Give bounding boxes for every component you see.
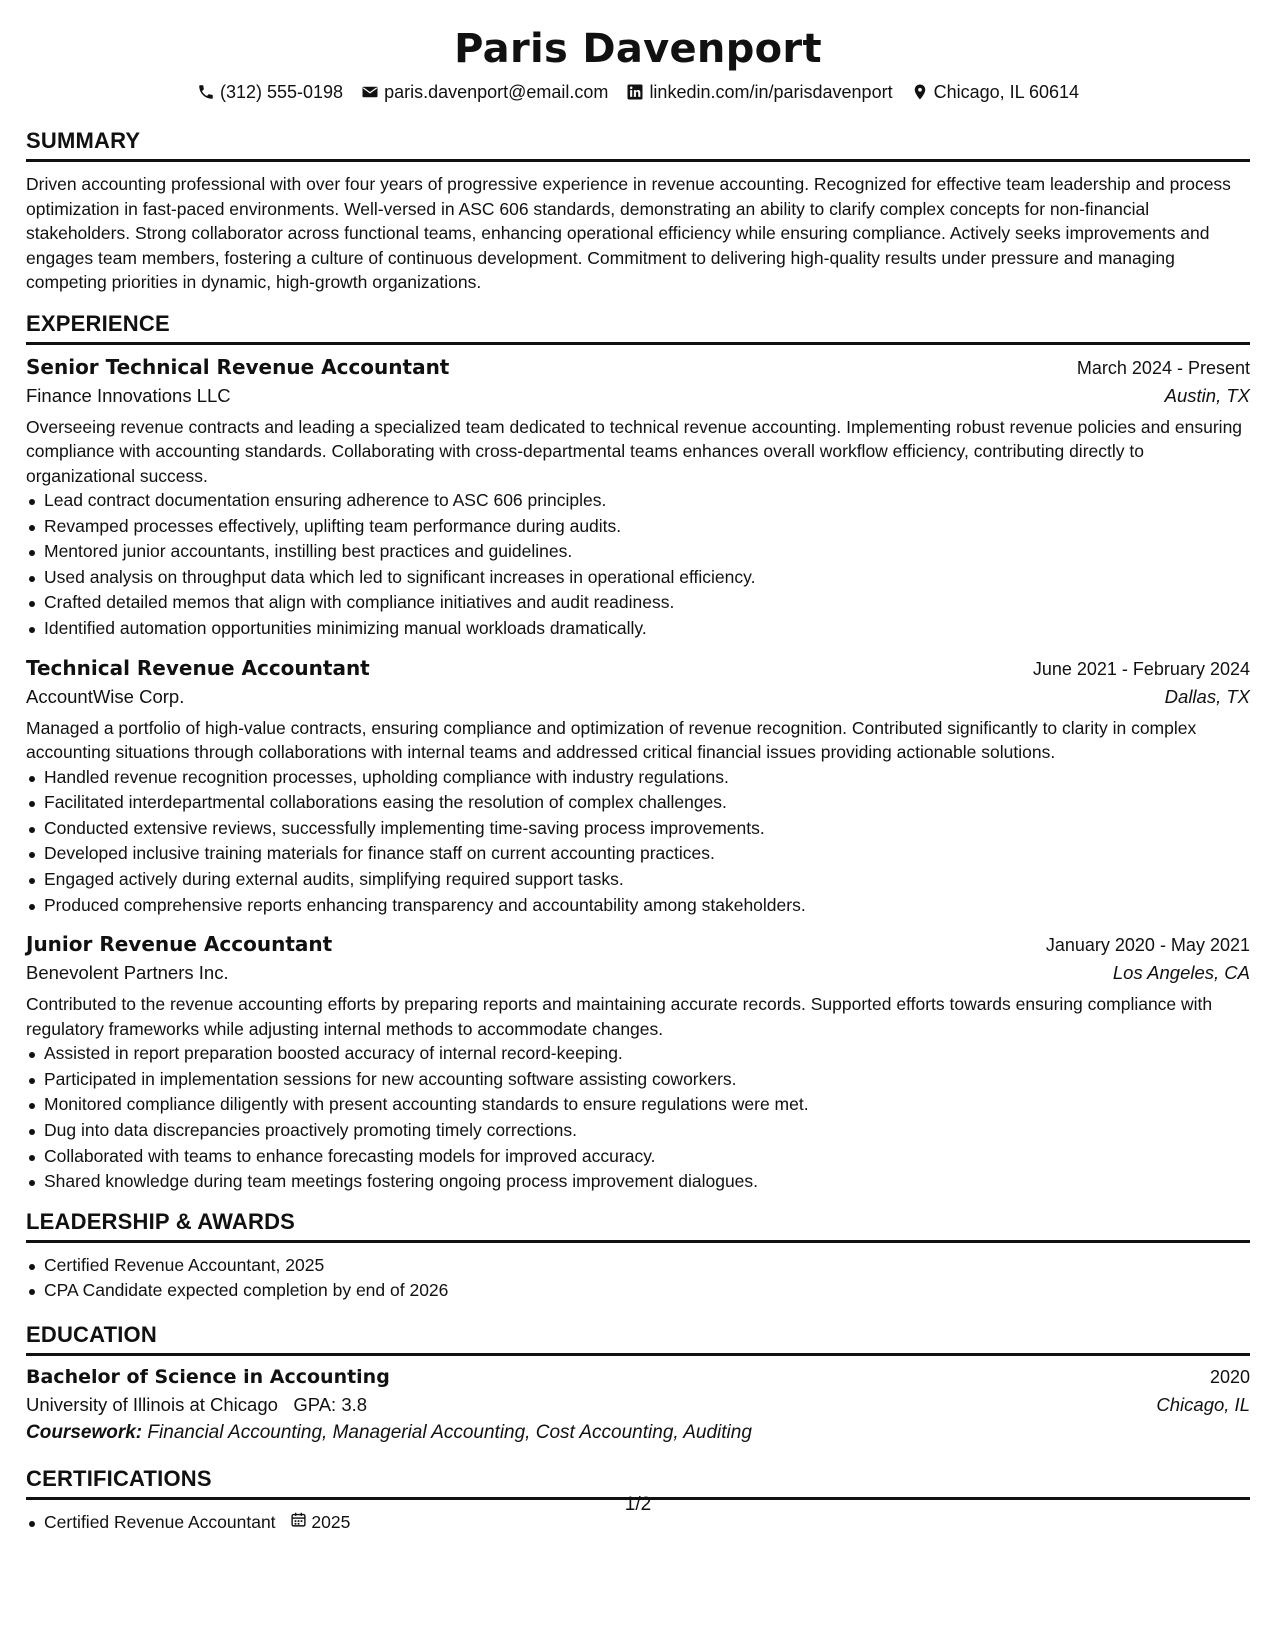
company-name: Benevolent Partners Inc. [26, 962, 229, 984]
contact-location [911, 82, 1079, 103]
certification-year: 2025 [311, 1511, 351, 1532]
job-title: Technical Revenue Accountant [26, 655, 370, 680]
map-pin-icon [911, 83, 929, 101]
page-number: 1/2 [624, 1494, 652, 1515]
candidate-name: Paris Davenport [454, 26, 822, 72]
job-description: Contributed to the revenue accounting efforts by preparing reports and maintaining accurate records. Supported efforts towards ensuring compliance with regulatory frameworks while adjusting internal methods to accommodate changes. [26, 994, 1213, 1039]
bullet-item: Used analysis on throughput data which led to significant increases in operational efficiency. [26, 565, 1250, 591]
bullet-item: Dug into data discrepancies proactively promoting timely corrections. [26, 1118, 1250, 1144]
bullet-item: Handled revenue recognition processes, upholding compliance with industry regulations. [26, 765, 1250, 791]
job-dates: June 2021 - February 2024 [1032, 658, 1250, 679]
job-entry [26, 932, 1250, 1195]
contact-bar [26, 78, 1250, 106]
company-name: Finance Innovations LLC [26, 384, 231, 406]
bullet-item: Collaborated with teams to enhance forecasting models for improved accuracy. [26, 1144, 1250, 1170]
bullet-item: Mentored junior accountants, instilling best practices and guidelines. [26, 539, 1250, 565]
contact-linkedin[interactable] [626, 82, 892, 103]
bullet-item: Assisted in report preparation boosted accuracy of internal record-keeping. [26, 1041, 1250, 1067]
bullet-item: Crafted detailed memos that align with compliance initiatives and audit readiness. [26, 590, 1250, 616]
job-location: Los Angeles, CA [1112, 962, 1250, 984]
bullet-item: Facilitated interdepartmental collaborations easing the resolution of complex challenges. [26, 790, 1250, 816]
bullet-item: Engaged actively during external audits, simplifying required support tasks. [26, 867, 1250, 893]
bullet-item: Developed inclusive training materials for finance staff on current accounting practices. [26, 841, 1250, 867]
bullet-item: Identified automation opportunities minimizing manual workloads dramatically. [26, 616, 1250, 642]
section-title-education: EDUCATION [26, 1322, 1250, 1356]
gpa: GPA: 3.8 [293, 1393, 368, 1415]
job-dates: March 2024 - Present [1076, 357, 1250, 378]
experience-section [26, 311, 1250, 1195]
summary-section [26, 128, 1250, 295]
job-dates: January 2020 - May 2021 [1045, 935, 1250, 956]
email-text: paris.davenport@email.com [384, 81, 609, 102]
coursework-label: Coursework: [26, 1421, 143, 1443]
school-info [26, 1394, 367, 1416]
graduation-year: 2020 [1209, 1366, 1250, 1387]
job-description: Overseeing revenue contracts and leading a specialized team dedicated to technical revenue accounting. Implementing robust revenue policies and ensuring compliance with accounting standards. Collaborating with cross-departmental teams enhances overall workflow efficiency, contributing directly to organizational success. [26, 416, 1243, 486]
linkedin-icon [626, 83, 644, 101]
bullet-item: Monitored compliance diligently with present accounting standards to ensure regulations were met. [26, 1092, 1250, 1118]
company-name: AccountWise Corp. [26, 685, 185, 707]
job-title: Senior Technical Revenue Accountant [26, 354, 450, 379]
school-name: University of Illinois at Chicago [26, 1393, 278, 1415]
school-location: Chicago, IL [1156, 1393, 1250, 1415]
contact-email[interactable] [361, 82, 608, 103]
coursework [26, 1422, 1250, 1444]
bullet-item: Participated in implementation sessions for new accounting software assisting coworkers. [26, 1067, 1250, 1093]
job-bullets [26, 765, 1250, 919]
job-title: Junior Revenue Accountant [26, 932, 333, 957]
location-text: Chicago, IL 60614 [933, 81, 1080, 102]
bullet-item: Revamped processes effectively, uplifting team performance during audits. [26, 514, 1250, 540]
job-bullets [26, 488, 1250, 642]
job-entry [26, 355, 1250, 642]
job-location: Austin, TX [1164, 384, 1250, 406]
section-title-certifications: CERTIFICATIONS [26, 1466, 1250, 1500]
bullet-item: Shared knowledge during team meetings fostering ongoing process improvement dialogues. [26, 1169, 1250, 1195]
summary-text: Driven accounting professional with over four years of progressive experience in revenue accounting. Recognized for effective team leadership and process optimization in fast-paced environments. Well-versed in ASC 606 standards, demonstrating an ability to clarify complex concepts for non-financial stakeholders. Strong collaborator across functional teams, enhancing operational efficiency while ensuring compliance. Actively seeks improvements and engages team members, fostering a culture of continuous development. Commitment to delivering high-quality results under pressure and managing competing priorities in dynamic, high-growth organizations. [26, 174, 1231, 292]
bullet-item: Lead contract documentation ensuring adherence to ASC 606 principles. [26, 488, 1250, 514]
leadership-list [26, 1253, 1250, 1304]
job-location: Dallas, TX [1164, 685, 1250, 707]
bullet-item: Produced comprehensive reports enhancing transparency and accountability among stakeholders. [26, 893, 1250, 919]
linkedin-text: linkedin.com/in/parisdavenport [649, 81, 893, 102]
job-entry [26, 656, 1250, 919]
envelope-icon [361, 83, 379, 101]
award-item: CPA Candidate expected completion by end of 2026 [26, 1278, 1250, 1304]
coursework-list: Financial Accounting, Managerial Accounting, Cost Accounting, Auditing [147, 1421, 752, 1443]
bullet-item: Conducted extensive reviews, successfully implementing time-saving process improvements. [26, 816, 1250, 842]
contact-phone[interactable] [197, 82, 343, 103]
job-bullets [26, 1041, 1250, 1195]
section-title-summary: SUMMARY [26, 128, 1250, 162]
resume-page [26, 0, 1250, 1535]
section-title-leadership: LEADERSHIP & AWARDS [26, 1209, 1250, 1243]
certification-name: Certified Revenue Accountant [44, 1511, 276, 1532]
phone-icon [197, 83, 215, 101]
section-title-experience: EXPERIENCE [26, 311, 1250, 345]
degree-title: Bachelor of Science in Accounting [26, 1365, 390, 1388]
leadership-section [26, 1209, 1250, 1304]
education-section [26, 1322, 1250, 1444]
phone-text: (312) 555-0198 [219, 81, 344, 102]
award-item: Certified Revenue Accountant, 2025 [26, 1253, 1250, 1279]
job-description: Managed a portfolio of high-value contracts, ensuring compliance and optimization of revenue recognition. Contributed significantly to clarity in complex accounting situations through collaborations with internal teams and addressed critical financial issues providing actionable solutions. [26, 717, 1197, 763]
